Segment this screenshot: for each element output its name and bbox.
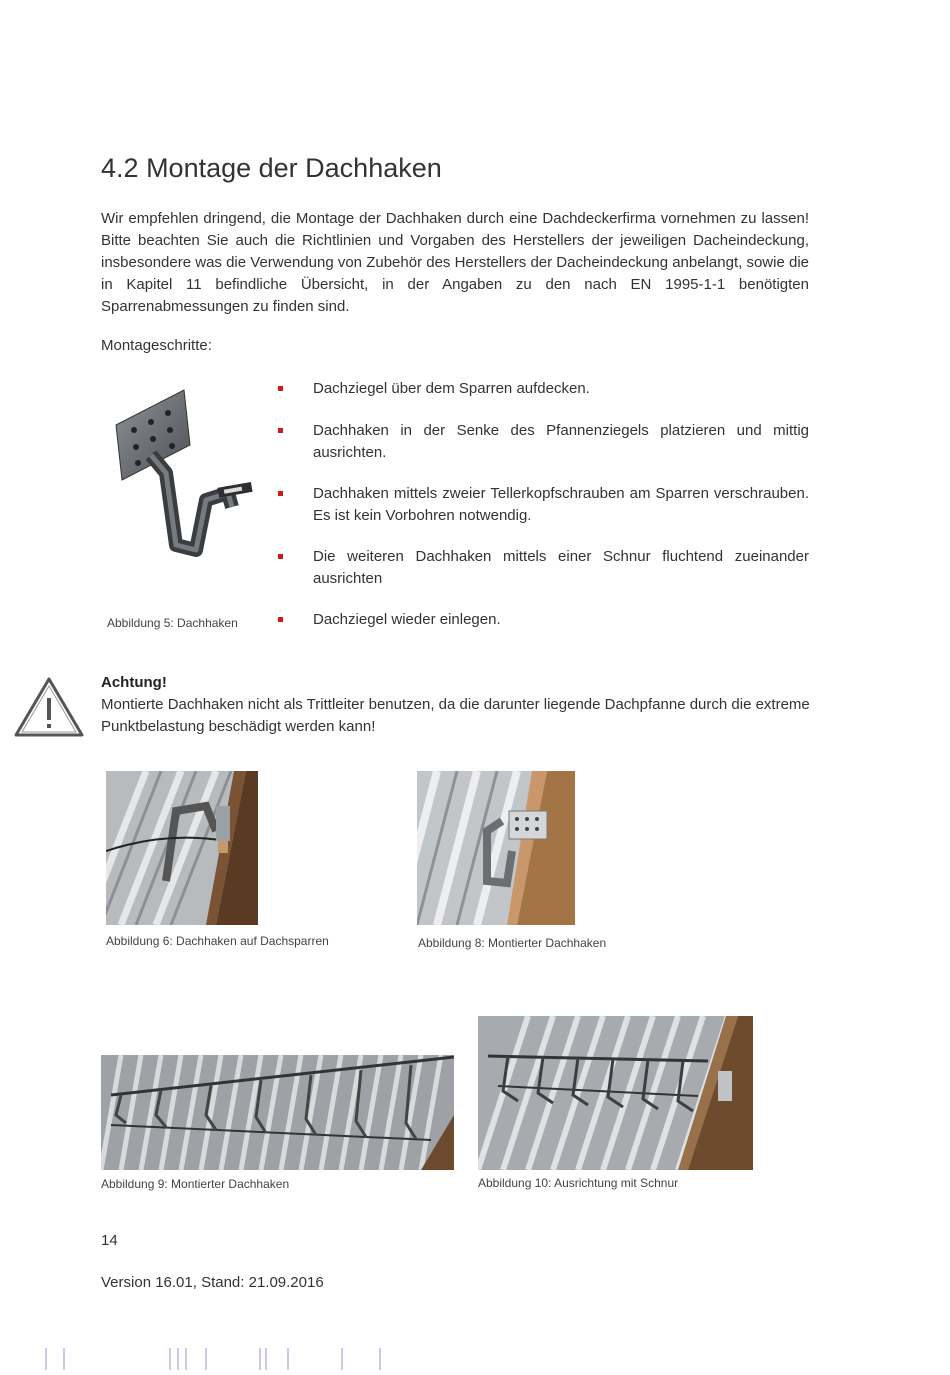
steps-label: Montageschritte: [101, 337, 212, 354]
warning-title: Achtung! [101, 674, 167, 691]
list-item: Dachhaken in der Senke des Pfannenziegels platzieren und mittig ausrichten. [275, 420, 809, 464]
section-title: Montage der Dachhaken [146, 153, 442, 183]
figure-caption: Abbildung 6: Dachhaken auf Dachsparren [106, 934, 329, 948]
figure-alignment-string [478, 1016, 753, 1170]
figure-mounted-hook [417, 771, 575, 925]
intro-paragraph: Wir empfehlen dringend, die Montage der Dachhaken durch eine Dachdeckerfirma vornehmen zu lassen! Bitte beachten Sie auch die Richtlinien und Vorgaben des Herstellers der jeweiligen Dacheindeckung, insbesondere was die Verwendung von Zubehör des Herstellers der Dacheindeckung anbelangt, sowie die in Kapitel 11 befindliche Übersicht, in der Angaben zu den nach EN 1995-1-1 benötigten Sparrenabmessungen zu finden sind. [101, 210, 809, 315]
section-number: 4.2 [101, 153, 139, 183]
steps-list [275, 378, 809, 631]
figure-caption: Abbildung 10: Ausrichtung mit Schnur [478, 1176, 679, 1190]
figure-caption: Abbildung 5: Dachhaken [107, 616, 238, 630]
figure-roof-hook [106, 385, 266, 570]
list-item: Dachhaken mittels zweier Tellerkopfschrauben am Sparren verschrauben. Es ist kein Vorbohren notwendig. [275, 483, 809, 527]
page-number: 14 [101, 1232, 118, 1249]
barcode-marks [40, 1348, 440, 1370]
bullet-icon [278, 617, 283, 622]
figure-mounted-hooks-row [101, 1055, 454, 1170]
version-stamp: Version 16.01, Stand: 21.09.2016 [101, 1274, 324, 1291]
list-item: Die weiteren Dachhaken mittels einer Schnur fluchtend zueinander ausrichten [275, 546, 809, 590]
figure-hook-on-rafter [106, 771, 258, 925]
list-item: Dachziegel wieder einlegen. [275, 609, 809, 631]
bullet-icon [278, 428, 283, 433]
warning-triangle-icon [13, 676, 85, 738]
bullet-icon [278, 386, 283, 391]
warning-text: Montierte Dachhaken nicht als Trittleiter benutzen, da die darunter liegende Dachpfanne durch die extreme Punktbelastung beschädigt werden kann! [101, 696, 810, 735]
list-item: Dachziegel über dem Sparren aufdecken. [275, 378, 809, 400]
figure-caption: Abbildung 9: Montierter Dachhaken [101, 1177, 290, 1191]
bullet-icon [278, 554, 283, 559]
bullet-icon [278, 491, 283, 496]
section-heading [101, 153, 442, 184]
figure-caption: Abbildung 8: Montierter Dachhaken [418, 936, 607, 950]
